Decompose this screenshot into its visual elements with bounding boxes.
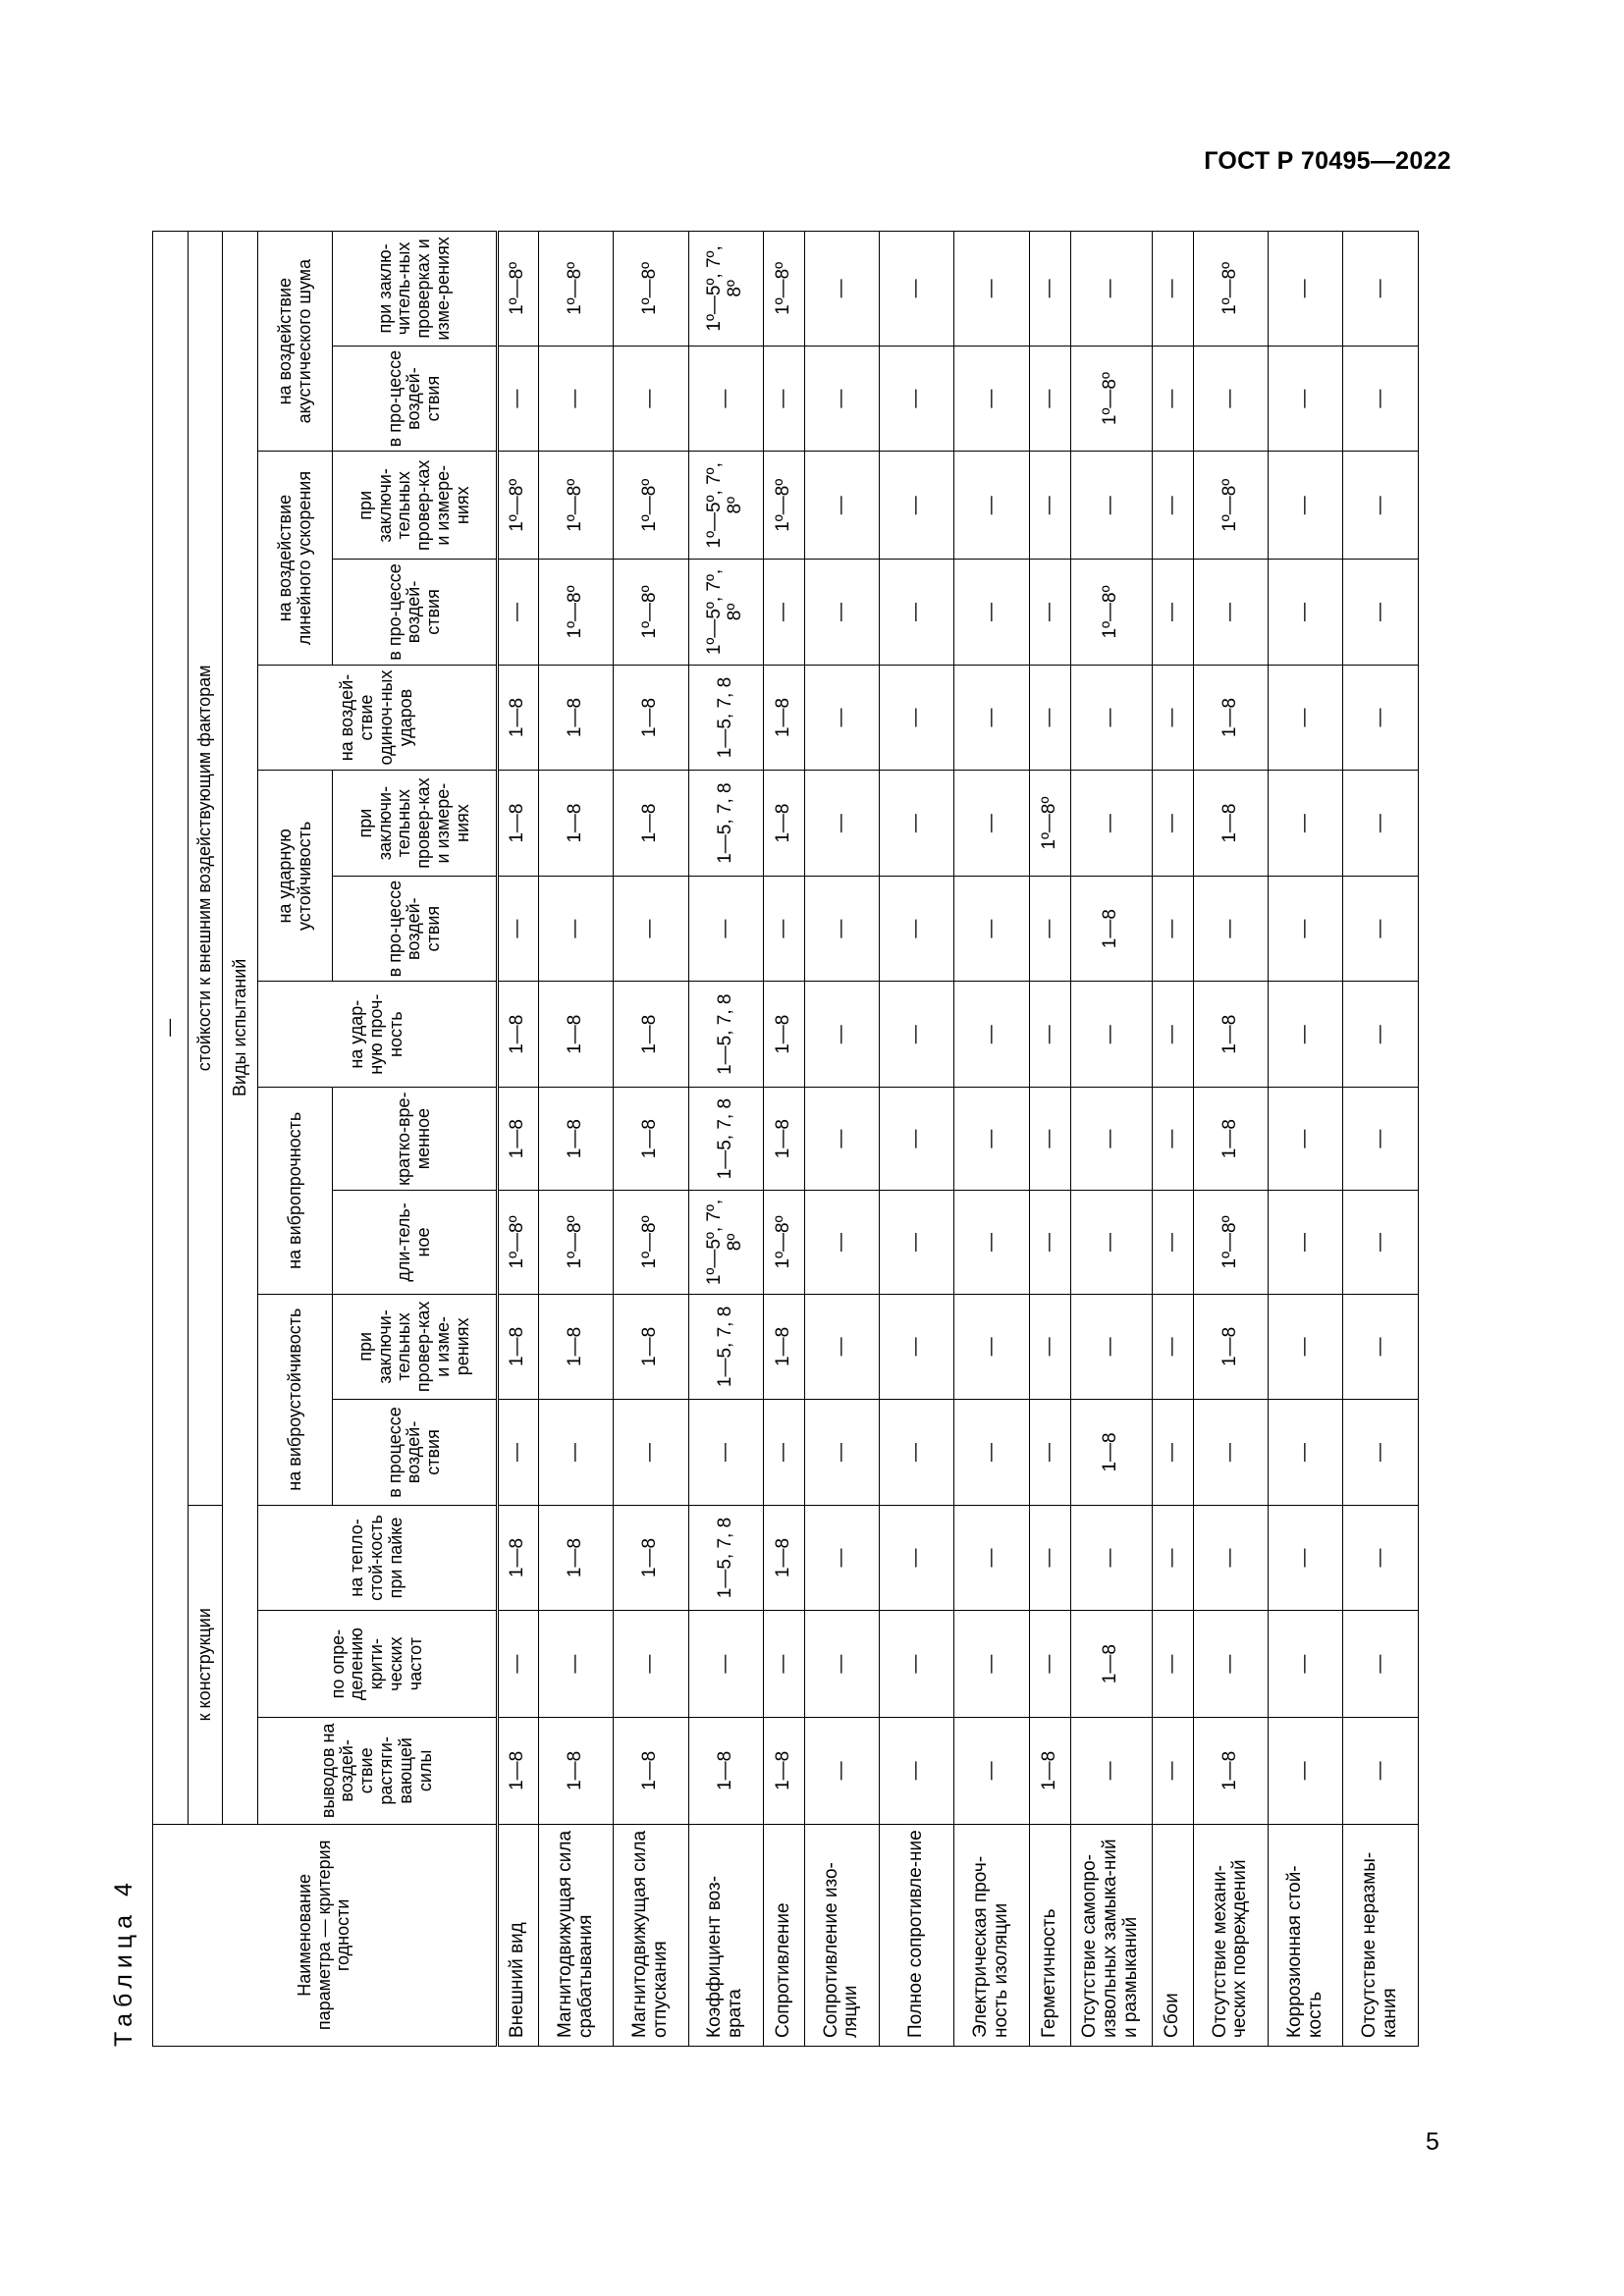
row-parameter-name: Полное сопротивле-ние: [880, 1824, 954, 2046]
table-cell: —: [1070, 1717, 1152, 1824]
table-row: [1343, 232, 1419, 2047]
table-cell: 1º—8º: [614, 452, 688, 560]
table-cell: —: [763, 346, 804, 452]
row-parameter-name: Внешний вид: [497, 1824, 538, 2046]
table-cell: —: [497, 1400, 538, 1506]
row-parameter-name: Сопротивление изо-ляции: [804, 1824, 879, 2046]
table-cell: —: [954, 665, 1029, 771]
standard-number: ГОСТ Р 70495—2022: [1204, 147, 1451, 175]
table-cell: —: [880, 232, 954, 347]
page-number: 5: [1426, 2128, 1439, 2156]
table-cell: —: [1152, 665, 1193, 771]
col-vibro-strength-short-header: кратко-вре-менное: [333, 1087, 498, 1190]
table-cell: —: [804, 560, 879, 666]
table-cell: —: [804, 1294, 879, 1400]
table-row: [1070, 232, 1152, 2047]
name-column-header: Наименование параметра — критерия годности: [153, 1824, 498, 2046]
row-parameter-name: Отсутствие неразмы-кания: [1343, 1824, 1419, 2046]
table-cell: 1—8: [497, 982, 538, 1088]
table-row: [763, 232, 804, 2047]
table-cell: —: [1070, 665, 1152, 771]
table-cell: —: [1343, 560, 1419, 666]
table-cell: —: [1343, 1191, 1419, 1294]
col-vibro-resist-in-header: в процессе воздей-ствия: [333, 1400, 498, 1506]
table-cell: —: [1029, 1400, 1070, 1506]
table-cell: —: [538, 876, 613, 982]
table-row: [614, 232, 688, 2047]
requirements-table: [152, 231, 1419, 2047]
table-cell: —: [1269, 1400, 1343, 1506]
table-cell: —: [804, 876, 879, 982]
table-cell: —: [954, 560, 1029, 666]
table-cell: —: [880, 346, 954, 452]
table-cell: —: [1269, 1611, 1343, 1718]
table-cell: 1—8: [1193, 1294, 1268, 1400]
table-cell: —: [763, 1400, 804, 1506]
table-cell: —: [1152, 1191, 1193, 1294]
table-row: [1152, 232, 1193, 2047]
col-shock-resist-after-header: при заключи-тельных провер-ках и измере-ниях: [333, 771, 498, 877]
table-cell: 1—8: [538, 771, 613, 877]
table-cell: 1º—5º, 7º, 8º: [688, 452, 763, 560]
table-cell: —: [1029, 560, 1070, 666]
table-cell: 1—8: [538, 665, 613, 771]
table-cell: —: [880, 1505, 954, 1611]
col-linear-in-header: в про-цессе воздей-ствия: [333, 560, 498, 666]
table-cell: —: [1152, 232, 1193, 347]
table-cell: 1—5, 7, 8: [688, 771, 763, 877]
row-parameter-name: Сбои: [1152, 1824, 1193, 2046]
table-cell: —: [804, 1400, 879, 1506]
table-cell: —: [954, 1400, 1029, 1506]
table-cell: —: [804, 452, 879, 560]
table-cell: —: [1070, 1191, 1152, 1294]
table-cell: —: [1343, 876, 1419, 982]
col-shock-resist-header: на ударную устойчивость: [258, 771, 333, 982]
table-cell: —: [1193, 1611, 1268, 1718]
table-cell: —: [538, 1400, 613, 1506]
table-cell: 1—8: [497, 771, 538, 877]
table-cell: —: [880, 982, 954, 1088]
table-body: [497, 232, 1418, 2047]
table-cell: —: [1269, 1191, 1343, 1294]
table-cell: —: [1269, 346, 1343, 452]
table-cell: —: [1269, 1087, 1343, 1190]
table-cell: 1—5, 7, 8: [688, 982, 763, 1088]
table-cell: 1—8: [763, 1294, 804, 1400]
col-acoustic-noise-header: на воздействие акустического шума: [258, 232, 333, 452]
table-cell: —: [880, 1400, 954, 1506]
table-cell: —: [804, 346, 879, 452]
table-cell: —: [954, 232, 1029, 347]
table-cell: —: [880, 1611, 954, 1718]
group-construction-header: к конструкции: [188, 1505, 223, 1824]
table-cell: 1º—8º: [497, 232, 538, 347]
table-cell: —: [880, 1717, 954, 1824]
table-cell: 1—8: [614, 982, 688, 1088]
table-cell: —: [1152, 452, 1193, 560]
table-row: [1193, 232, 1268, 2047]
col-critical-freq-header: по опре-делению крити-ческих частот: [258, 1611, 498, 1718]
table-cell: —: [1152, 1294, 1193, 1400]
table-cell: —: [954, 1294, 1029, 1400]
col-vibro-strength-header: на вибропрочность: [258, 1087, 333, 1294]
table-cell: —: [1029, 665, 1070, 771]
table-cell: —: [880, 452, 954, 560]
table-cell: —: [763, 1611, 804, 1718]
table-cell: 1º—8º: [1029, 771, 1070, 877]
row-parameter-name: Электрическая проч-ность изоляции: [954, 1824, 1029, 2046]
table-cell: —: [1193, 560, 1268, 666]
table-cell: 1—8: [614, 1087, 688, 1190]
table-cell: 1—5, 7, 8: [688, 1505, 763, 1611]
table-cell: —: [1193, 1505, 1268, 1611]
table-cell: —: [804, 1505, 879, 1611]
table-cell: —: [688, 876, 763, 982]
table-cell: 1—8: [538, 1717, 613, 1824]
col-solder-heat-header: на тепло-стой-кость при пайке: [258, 1505, 498, 1611]
table-cell: 1—8: [614, 1717, 688, 1824]
table-cell: —: [954, 346, 1029, 452]
table-cell: —: [1343, 771, 1419, 877]
table-cell: 1º—8º: [497, 452, 538, 560]
table-cell: —: [763, 876, 804, 982]
table-cell: —: [1152, 982, 1193, 1088]
table-cell: —: [497, 1611, 538, 1718]
table-cell: —: [954, 1191, 1029, 1294]
table-cell: 1—8: [614, 1294, 688, 1400]
table-cell: —: [954, 1505, 1029, 1611]
table-cell: —: [1152, 876, 1193, 982]
table-caption: Таблица 4: [110, 1877, 137, 2047]
table-cell: —: [954, 876, 1029, 982]
table-cell: 1—8: [614, 1505, 688, 1611]
table-cell: —: [1152, 1717, 1193, 1824]
table-cell: 1º—8º: [538, 232, 613, 347]
table-cell: 1—8: [763, 1717, 804, 1824]
table-cell: 1º—8º: [497, 1191, 538, 1294]
table-cell: 1º—5º, 7º, 8º: [688, 1191, 763, 1294]
table-cell: 1—8: [1070, 1611, 1152, 1718]
table-cell: 1º—5º, 7º, 8º: [688, 560, 763, 666]
table-cell: —: [614, 1611, 688, 1718]
table-cell: —: [880, 560, 954, 666]
table-cell: —: [1029, 876, 1070, 982]
table-cell: 1—5, 7, 8: [688, 1294, 763, 1400]
col-vibro-strength-long-header: дли-тель-ное: [333, 1191, 498, 1294]
table-cell: —: [804, 1191, 879, 1294]
table-cell: —: [1029, 1611, 1070, 1718]
table-cell: —: [688, 1611, 763, 1718]
col-linear-after-header: при заключи-тельных провер-ках и измере-ниях: [333, 452, 498, 560]
table-cell: —: [880, 665, 954, 771]
table-cell: —: [1269, 452, 1343, 560]
table-cell: —: [1269, 876, 1343, 982]
table-cell: 1—8: [538, 982, 613, 1088]
table-cell: —: [1343, 1611, 1419, 1718]
table-cell: 1—8: [1070, 1400, 1152, 1506]
row-parameter-name: Магнитодвижущая сила срабатывания: [538, 1824, 613, 2046]
row-parameter-name: Отсутствие самопро-извольных замыка-ний и размыканий: [1070, 1824, 1152, 2046]
table-cell: —: [1343, 452, 1419, 560]
table-cell: —: [538, 346, 613, 452]
table-cell: 1º—8º: [538, 1191, 613, 1294]
table-cell: —: [804, 1717, 879, 1824]
col-vibro-resist-header: на виброустойчивость: [258, 1294, 333, 1505]
table-cell: —: [804, 1087, 879, 1190]
table-cell: 1º—8º: [614, 560, 688, 666]
table-cell: —: [688, 346, 763, 452]
table-cell: 1—8: [497, 1087, 538, 1190]
table-cell: —: [954, 1717, 1029, 1824]
table-cell: 1—5, 7, 8: [688, 665, 763, 771]
table-row: [804, 232, 879, 2047]
col-tensile-header: выводов на воздей-ствие растяги-вающей силы: [258, 1717, 498, 1824]
table-cell: —: [1152, 1611, 1193, 1718]
table-cell: —: [880, 1087, 954, 1190]
table-cell: 1º—8º: [1193, 452, 1268, 560]
table-cell: 1—8: [497, 1294, 538, 1400]
table-cell: 1º—8º: [763, 1191, 804, 1294]
table-cell: —: [1029, 346, 1070, 452]
table-cell: 1º—8º: [1070, 346, 1152, 452]
table-cell: 1—8: [614, 665, 688, 771]
table-cell: 1—8: [763, 982, 804, 1088]
table-cell: —: [1152, 771, 1193, 877]
table-cell: —: [1070, 982, 1152, 1088]
table-cell: —: [1269, 982, 1343, 1088]
table-cell: 1—8: [538, 1294, 613, 1400]
table-cell: —: [1152, 560, 1193, 666]
table-cell: —: [1070, 771, 1152, 877]
table-cell: —: [880, 1294, 954, 1400]
table-row: [954, 232, 1029, 2047]
table-cell: 1—8: [497, 1505, 538, 1611]
table-cell: —: [954, 771, 1029, 877]
table-cell: —: [614, 876, 688, 982]
col-shock-resist-in-header: в про-цессе воздей-ствия: [333, 876, 498, 982]
table-cell: 1º—8º: [538, 452, 613, 560]
table-cell: 1º—8º: [1070, 560, 1152, 666]
table-cell: —: [1029, 982, 1070, 1088]
table-cell: —: [1343, 1505, 1419, 1611]
table-row: [497, 232, 538, 2047]
table-cell: —: [880, 1191, 954, 1294]
table-cell: —: [1269, 665, 1343, 771]
table-row: [688, 232, 763, 2047]
table-cell: —: [804, 982, 879, 1088]
table-cell: —: [1343, 346, 1419, 452]
rotated-table-wrapper: [152, 231, 1419, 2047]
table-cell: —: [880, 771, 954, 877]
table-cell: —: [1029, 1294, 1070, 1400]
table-cell: 1—8: [497, 665, 538, 771]
table-cell: 1—8: [1193, 665, 1268, 771]
table-cell: —: [954, 1087, 1029, 1190]
table-cell: —: [538, 1611, 613, 1718]
table-cell: 1º—5º, 7º, 8º: [688, 232, 763, 347]
col-noise-in-header: в про-цессе воздей-ствия: [333, 346, 498, 452]
row-parameter-name: Герметичность: [1029, 1824, 1070, 2046]
table-cell: 1—8: [763, 665, 804, 771]
table-cell: —: [497, 560, 538, 666]
table-cell: —: [1152, 1087, 1193, 1190]
table-cell: —: [1070, 1087, 1152, 1190]
table-row: [1029, 232, 1070, 2047]
col-linear-accel-header: на воздействие линейного ускорения: [258, 452, 333, 665]
table-cell: 1—8: [763, 1505, 804, 1611]
table-cell: —: [1269, 560, 1343, 666]
table-cell: 1—8: [688, 1717, 763, 1824]
table-cell: 1º—8º: [1193, 232, 1268, 347]
table-cell: —: [1070, 1294, 1152, 1400]
table-cell: —: [763, 560, 804, 666]
table-cell: 1—8: [1029, 1717, 1070, 1824]
row-parameter-name: Магнитодвижущая сила отпускания: [614, 1824, 688, 2046]
table-cell: 1—8: [1193, 771, 1268, 877]
table-cell: 1—8: [1070, 876, 1152, 982]
table-cell: 1º—8º: [614, 1191, 688, 1294]
table-cell: —: [1029, 1087, 1070, 1190]
table-cell: 1—8: [538, 1087, 613, 1190]
table-cell: —: [1029, 1505, 1070, 1611]
table-cell: —: [1343, 1087, 1419, 1190]
table-cell: —: [1029, 1191, 1070, 1294]
table-cell: —: [1070, 232, 1152, 347]
table-cell: —: [804, 1611, 879, 1718]
table-cell: —: [1193, 346, 1268, 452]
table-cell: —: [1193, 1400, 1268, 1506]
table-cell: —: [1343, 982, 1419, 1088]
col-noise-after-header: при заклю-читель-ных проверках и изме-рениях: [333, 232, 498, 347]
table-cell: —: [497, 876, 538, 982]
table-cell: —: [1070, 1505, 1152, 1611]
table-cell: 1—8: [763, 1087, 804, 1190]
table-cell: 1º—8º: [538, 560, 613, 666]
col-shock-strength-header: на удар-ную проч-ность: [258, 982, 498, 1088]
table-cell: 1º—8º: [1193, 1191, 1268, 1294]
table-cell: —: [614, 346, 688, 452]
row-parameter-name: Отсутствие механи-ческих повреждений: [1193, 1824, 1268, 2046]
table-cell: 1—5, 7, 8: [688, 1087, 763, 1190]
table-cell: 1—8: [1193, 982, 1268, 1088]
table-cell: —: [1152, 1400, 1193, 1506]
table-cell: 1—8: [497, 1717, 538, 1824]
group-external-header: стойкости к внешним воздействующим факторам: [188, 232, 223, 1506]
table-cell: —: [1343, 232, 1419, 347]
table-cell: —: [804, 665, 879, 771]
row-parameter-name: Коррозионная стой-кость: [1269, 1824, 1343, 2046]
table-cell: 1—8: [614, 771, 688, 877]
table-cell: —: [1343, 1294, 1419, 1400]
table-cell: —: [804, 771, 879, 877]
table-cell: —: [1269, 1717, 1343, 1824]
col-vibro-resist-after-header: при заключи-тельных провер-ках и изме-рениях: [333, 1294, 498, 1400]
table-row: [1269, 232, 1343, 2047]
table-cell: —: [688, 1400, 763, 1506]
table-row: [880, 232, 954, 2047]
table-cell: —: [954, 982, 1029, 1088]
table-row: [538, 232, 613, 2047]
table-cell: —: [954, 452, 1029, 560]
table-cell: —: [1070, 452, 1152, 560]
table-cell: —: [497, 346, 538, 452]
table-cell: —: [1193, 876, 1268, 982]
table-cell: —: [1343, 1400, 1419, 1506]
table-cell: —: [804, 232, 879, 347]
table-cell: 1—8: [538, 1505, 613, 1611]
table-cell: 1—8: [1193, 1717, 1268, 1824]
table-cell: —: [1269, 1294, 1343, 1400]
table-cell: —: [1152, 346, 1193, 452]
table-cell: 1º—8º: [763, 232, 804, 347]
top-dash-header: —: [153, 232, 189, 1825]
table-cell: —: [880, 876, 954, 982]
test-types-header: Виды испытаний: [223, 232, 258, 1825]
col-single-shocks-header: на воздей-ствие одиноч-ных ударов: [258, 665, 498, 771]
table-cell: —: [1269, 771, 1343, 877]
table-cell: —: [1029, 232, 1070, 347]
table-cell: —: [1343, 1717, 1419, 1824]
table-cell: —: [1269, 232, 1343, 347]
table-cell: 1º—8º: [763, 452, 804, 560]
table-cell: —: [1269, 1505, 1343, 1611]
table-cell: 1—8: [763, 771, 804, 877]
table-cell: —: [614, 1400, 688, 1506]
table-cell: —: [1152, 1505, 1193, 1611]
table-cell: —: [954, 1611, 1029, 1718]
table-cell: 1º—8º: [614, 232, 688, 347]
table-cell: —: [1343, 665, 1419, 771]
row-parameter-name: Коэффициент воз-врата: [688, 1824, 763, 2046]
table-cell: —: [1029, 452, 1070, 560]
table-cell: 1—8: [1193, 1087, 1268, 1190]
row-parameter-name: Сопротивление: [763, 1824, 804, 2046]
